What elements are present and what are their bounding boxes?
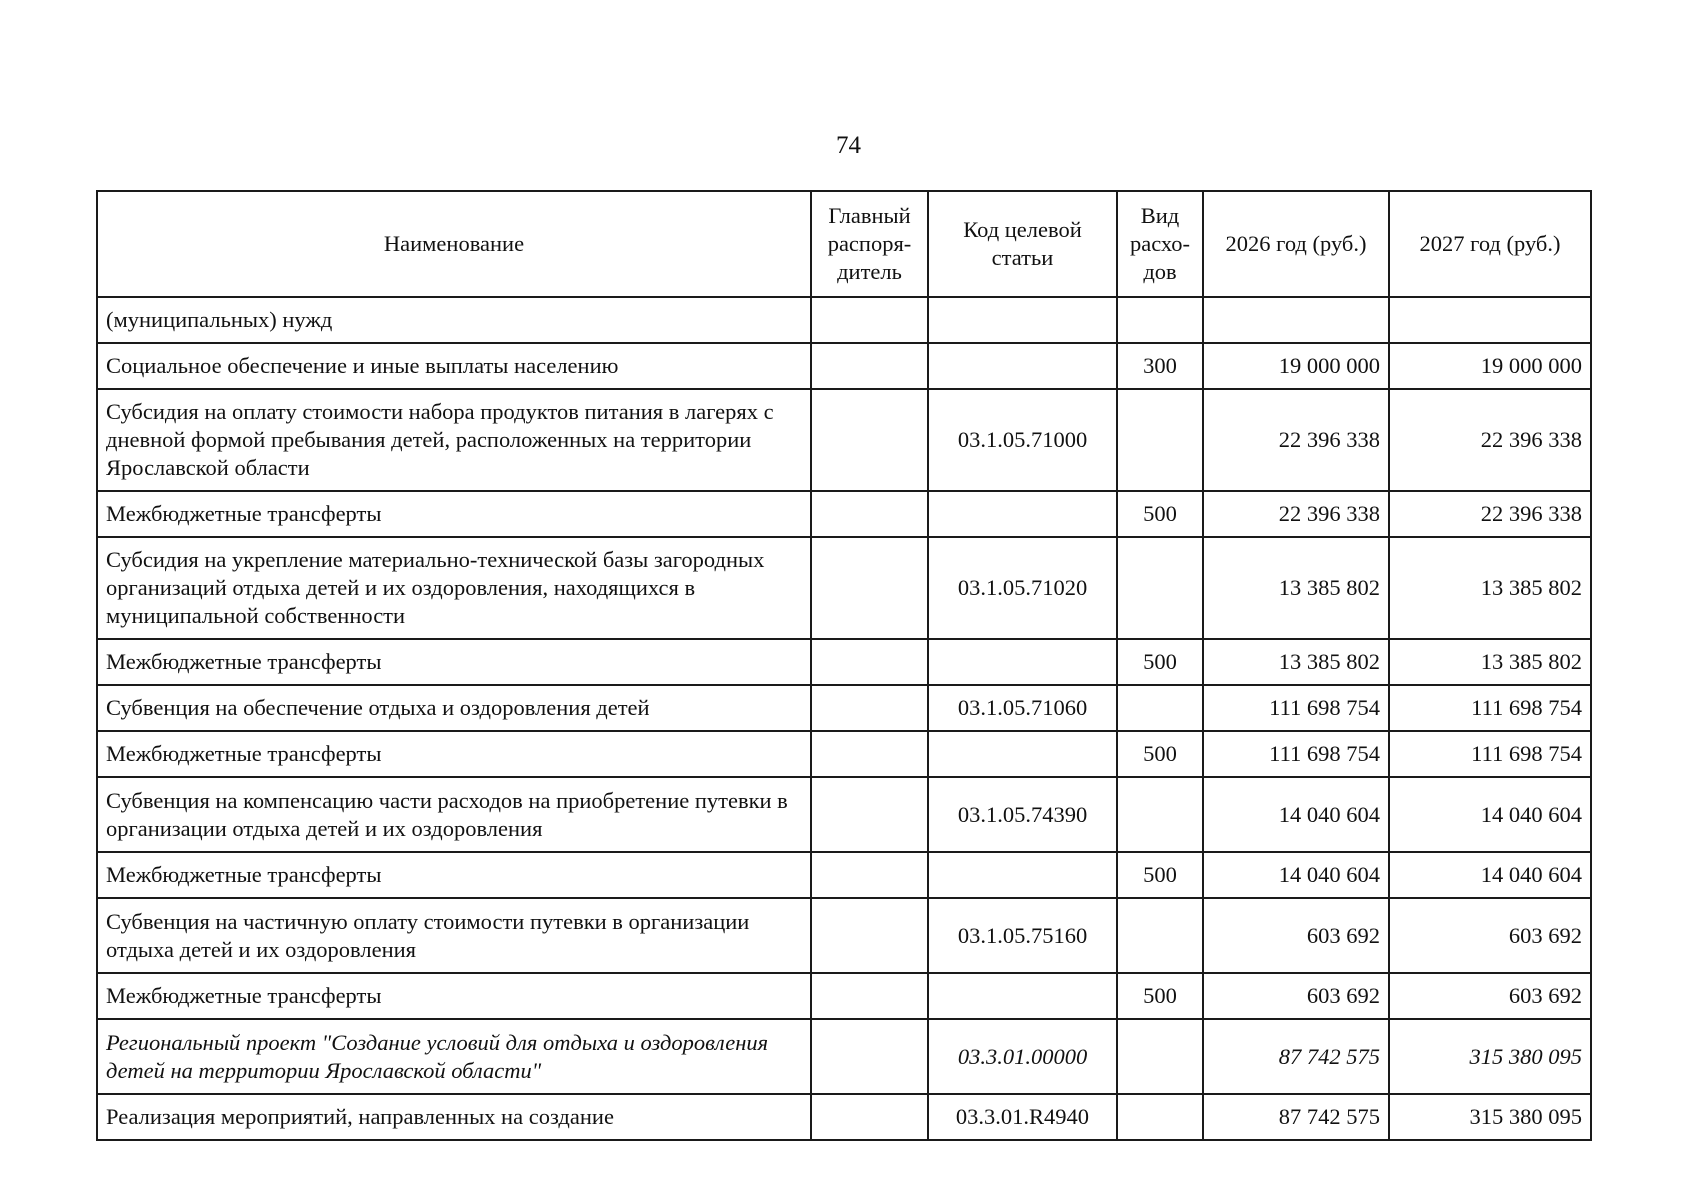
cell-code xyxy=(928,491,1117,537)
cell-2026: 111 698 754 xyxy=(1203,685,1389,731)
cell-2026: 87 742 575 xyxy=(1203,1019,1389,1094)
table-row xyxy=(97,343,1591,389)
cell-name: Социальное обеспечение и иные выплаты населению xyxy=(97,343,811,389)
cell-name: Субсидия на укрепление материально-технической базы загородных организаций отдыха детей и их оздоровления, находящихся в муниципальной собственности xyxy=(97,537,811,639)
table-row xyxy=(97,1019,1591,1094)
cell-type: 500 xyxy=(1117,491,1203,537)
cell-2026: 87 742 575 xyxy=(1203,1094,1389,1140)
table-row xyxy=(97,491,1591,537)
cell-name: Межбюджетные трансферты xyxy=(97,852,811,898)
cell-name: Субвенция на компенсацию части расходов на приобретение путевки в организации отдыха детей и их оздоровления xyxy=(97,777,811,852)
cell-code: 03.3.01.R4940 xyxy=(928,1094,1117,1140)
cell-code xyxy=(928,297,1117,343)
cell-name: Межбюджетные трансферты xyxy=(97,491,811,537)
cell-name: Региональный проект "Создание условий для отдыха и оздоровления детей на территории Ярославской области" xyxy=(97,1019,811,1094)
cell-2026: 13 385 802 xyxy=(1203,639,1389,685)
cell-admin xyxy=(811,537,928,639)
cell-code xyxy=(928,852,1117,898)
cell-2027: 111 698 754 xyxy=(1389,685,1591,731)
table-row xyxy=(97,639,1591,685)
cell-code: 03.1.05.71020 xyxy=(928,537,1117,639)
cell-2027: 14 040 604 xyxy=(1389,777,1591,852)
cell-code xyxy=(928,731,1117,777)
cell-2027: 19 000 000 xyxy=(1389,343,1591,389)
cell-type xyxy=(1117,898,1203,973)
cell-code: 03.1.05.74390 xyxy=(928,777,1117,852)
cell-admin xyxy=(811,898,928,973)
cell-type: 300 xyxy=(1117,343,1203,389)
cell-type xyxy=(1117,537,1203,639)
cell-code: 03.1.05.71060 xyxy=(928,685,1117,731)
cell-admin xyxy=(811,297,928,343)
cell-type: 500 xyxy=(1117,852,1203,898)
table-row xyxy=(97,685,1591,731)
cell-2027: 13 385 802 xyxy=(1389,537,1591,639)
table-row xyxy=(97,852,1591,898)
cell-type: 500 xyxy=(1117,639,1203,685)
cell-2027: 111 698 754 xyxy=(1389,731,1591,777)
cell-admin xyxy=(811,1094,928,1140)
header-code: Код целевой статьи xyxy=(928,191,1117,297)
cell-2027: 22 396 338 xyxy=(1389,389,1591,491)
cell-type xyxy=(1117,389,1203,491)
cell-2026: 14 040 604 xyxy=(1203,777,1389,852)
cell-2027: 315 380 095 xyxy=(1389,1019,1591,1094)
table-row xyxy=(97,777,1591,852)
cell-2027: 22 396 338 xyxy=(1389,491,1591,537)
cell-2027: 603 692 xyxy=(1389,973,1591,1019)
cell-2026: 22 396 338 xyxy=(1203,389,1389,491)
table-row xyxy=(97,731,1591,777)
cell-type xyxy=(1117,777,1203,852)
cell-code: 03.3.01.00000 xyxy=(928,1019,1117,1094)
header-2026: 2026 год (руб.) xyxy=(1203,191,1389,297)
cell-type xyxy=(1117,1094,1203,1140)
cell-2026 xyxy=(1203,297,1389,343)
table-header-row xyxy=(97,191,1591,297)
cell-2026: 111 698 754 xyxy=(1203,731,1389,777)
header-2027: 2027 год (руб.) xyxy=(1389,191,1591,297)
header-type: Вид расхо-дов xyxy=(1117,191,1203,297)
cell-admin xyxy=(811,777,928,852)
cell-2027: 13 385 802 xyxy=(1389,639,1591,685)
cell-2026: 13 385 802 xyxy=(1203,537,1389,639)
table-row xyxy=(97,537,1591,639)
cell-2026: 22 396 338 xyxy=(1203,491,1389,537)
cell-admin xyxy=(811,973,928,1019)
cell-2027: 14 040 604 xyxy=(1389,852,1591,898)
cell-2026: 603 692 xyxy=(1203,973,1389,1019)
cell-type: 500 xyxy=(1117,973,1203,1019)
cell-admin xyxy=(811,1019,928,1094)
budget-table xyxy=(96,190,1592,1141)
cell-admin xyxy=(811,389,928,491)
cell-type: 500 xyxy=(1117,731,1203,777)
cell-name: (муниципальных) нужд xyxy=(97,297,811,343)
cell-admin xyxy=(811,685,928,731)
cell-code: 03.1.05.75160 xyxy=(928,898,1117,973)
cell-name: Субсидия на оплату стоимости набора продуктов питания в лагерях с дневной формой пребывания детей, расположенных на территории Ярославской области xyxy=(97,389,811,491)
cell-name: Субвенция на частичную оплату стоимости путевки в организации отдыха детей и их оздоровления xyxy=(97,898,811,973)
cell-type xyxy=(1117,297,1203,343)
cell-type xyxy=(1117,685,1203,731)
table-row xyxy=(97,389,1591,491)
cell-admin xyxy=(811,852,928,898)
cell-admin xyxy=(811,639,928,685)
cell-type xyxy=(1117,1019,1203,1094)
cell-admin xyxy=(811,491,928,537)
header-admin: Главный распоря-дитель xyxy=(811,191,928,297)
cell-code xyxy=(928,973,1117,1019)
cell-name: Межбюджетные трансферты xyxy=(97,731,811,777)
cell-2026: 14 040 604 xyxy=(1203,852,1389,898)
cell-2027 xyxy=(1389,297,1591,343)
cell-admin xyxy=(811,343,928,389)
header-name: Наименование xyxy=(97,191,811,297)
cell-2026: 603 692 xyxy=(1203,898,1389,973)
cell-name: Реализация мероприятий, направленных на создание xyxy=(97,1094,811,1140)
cell-name: Субвенция на обеспечение отдыха и оздоровления детей xyxy=(97,685,811,731)
table-row xyxy=(97,1094,1591,1140)
cell-name: Межбюджетные трансферты xyxy=(97,973,811,1019)
cell-name: Межбюджетные трансферты xyxy=(97,639,811,685)
table-row xyxy=(97,297,1591,343)
table-row xyxy=(97,973,1591,1019)
cell-admin xyxy=(811,731,928,777)
cell-2027: 315 380 095 xyxy=(1389,1094,1591,1140)
cell-code xyxy=(928,343,1117,389)
cell-2027: 603 692 xyxy=(1389,898,1591,973)
cell-2026: 19 000 000 xyxy=(1203,343,1389,389)
cell-code: 03.1.05.71000 xyxy=(928,389,1117,491)
cell-code xyxy=(928,639,1117,685)
page-number: 74 xyxy=(836,132,861,159)
table-row xyxy=(97,898,1591,973)
